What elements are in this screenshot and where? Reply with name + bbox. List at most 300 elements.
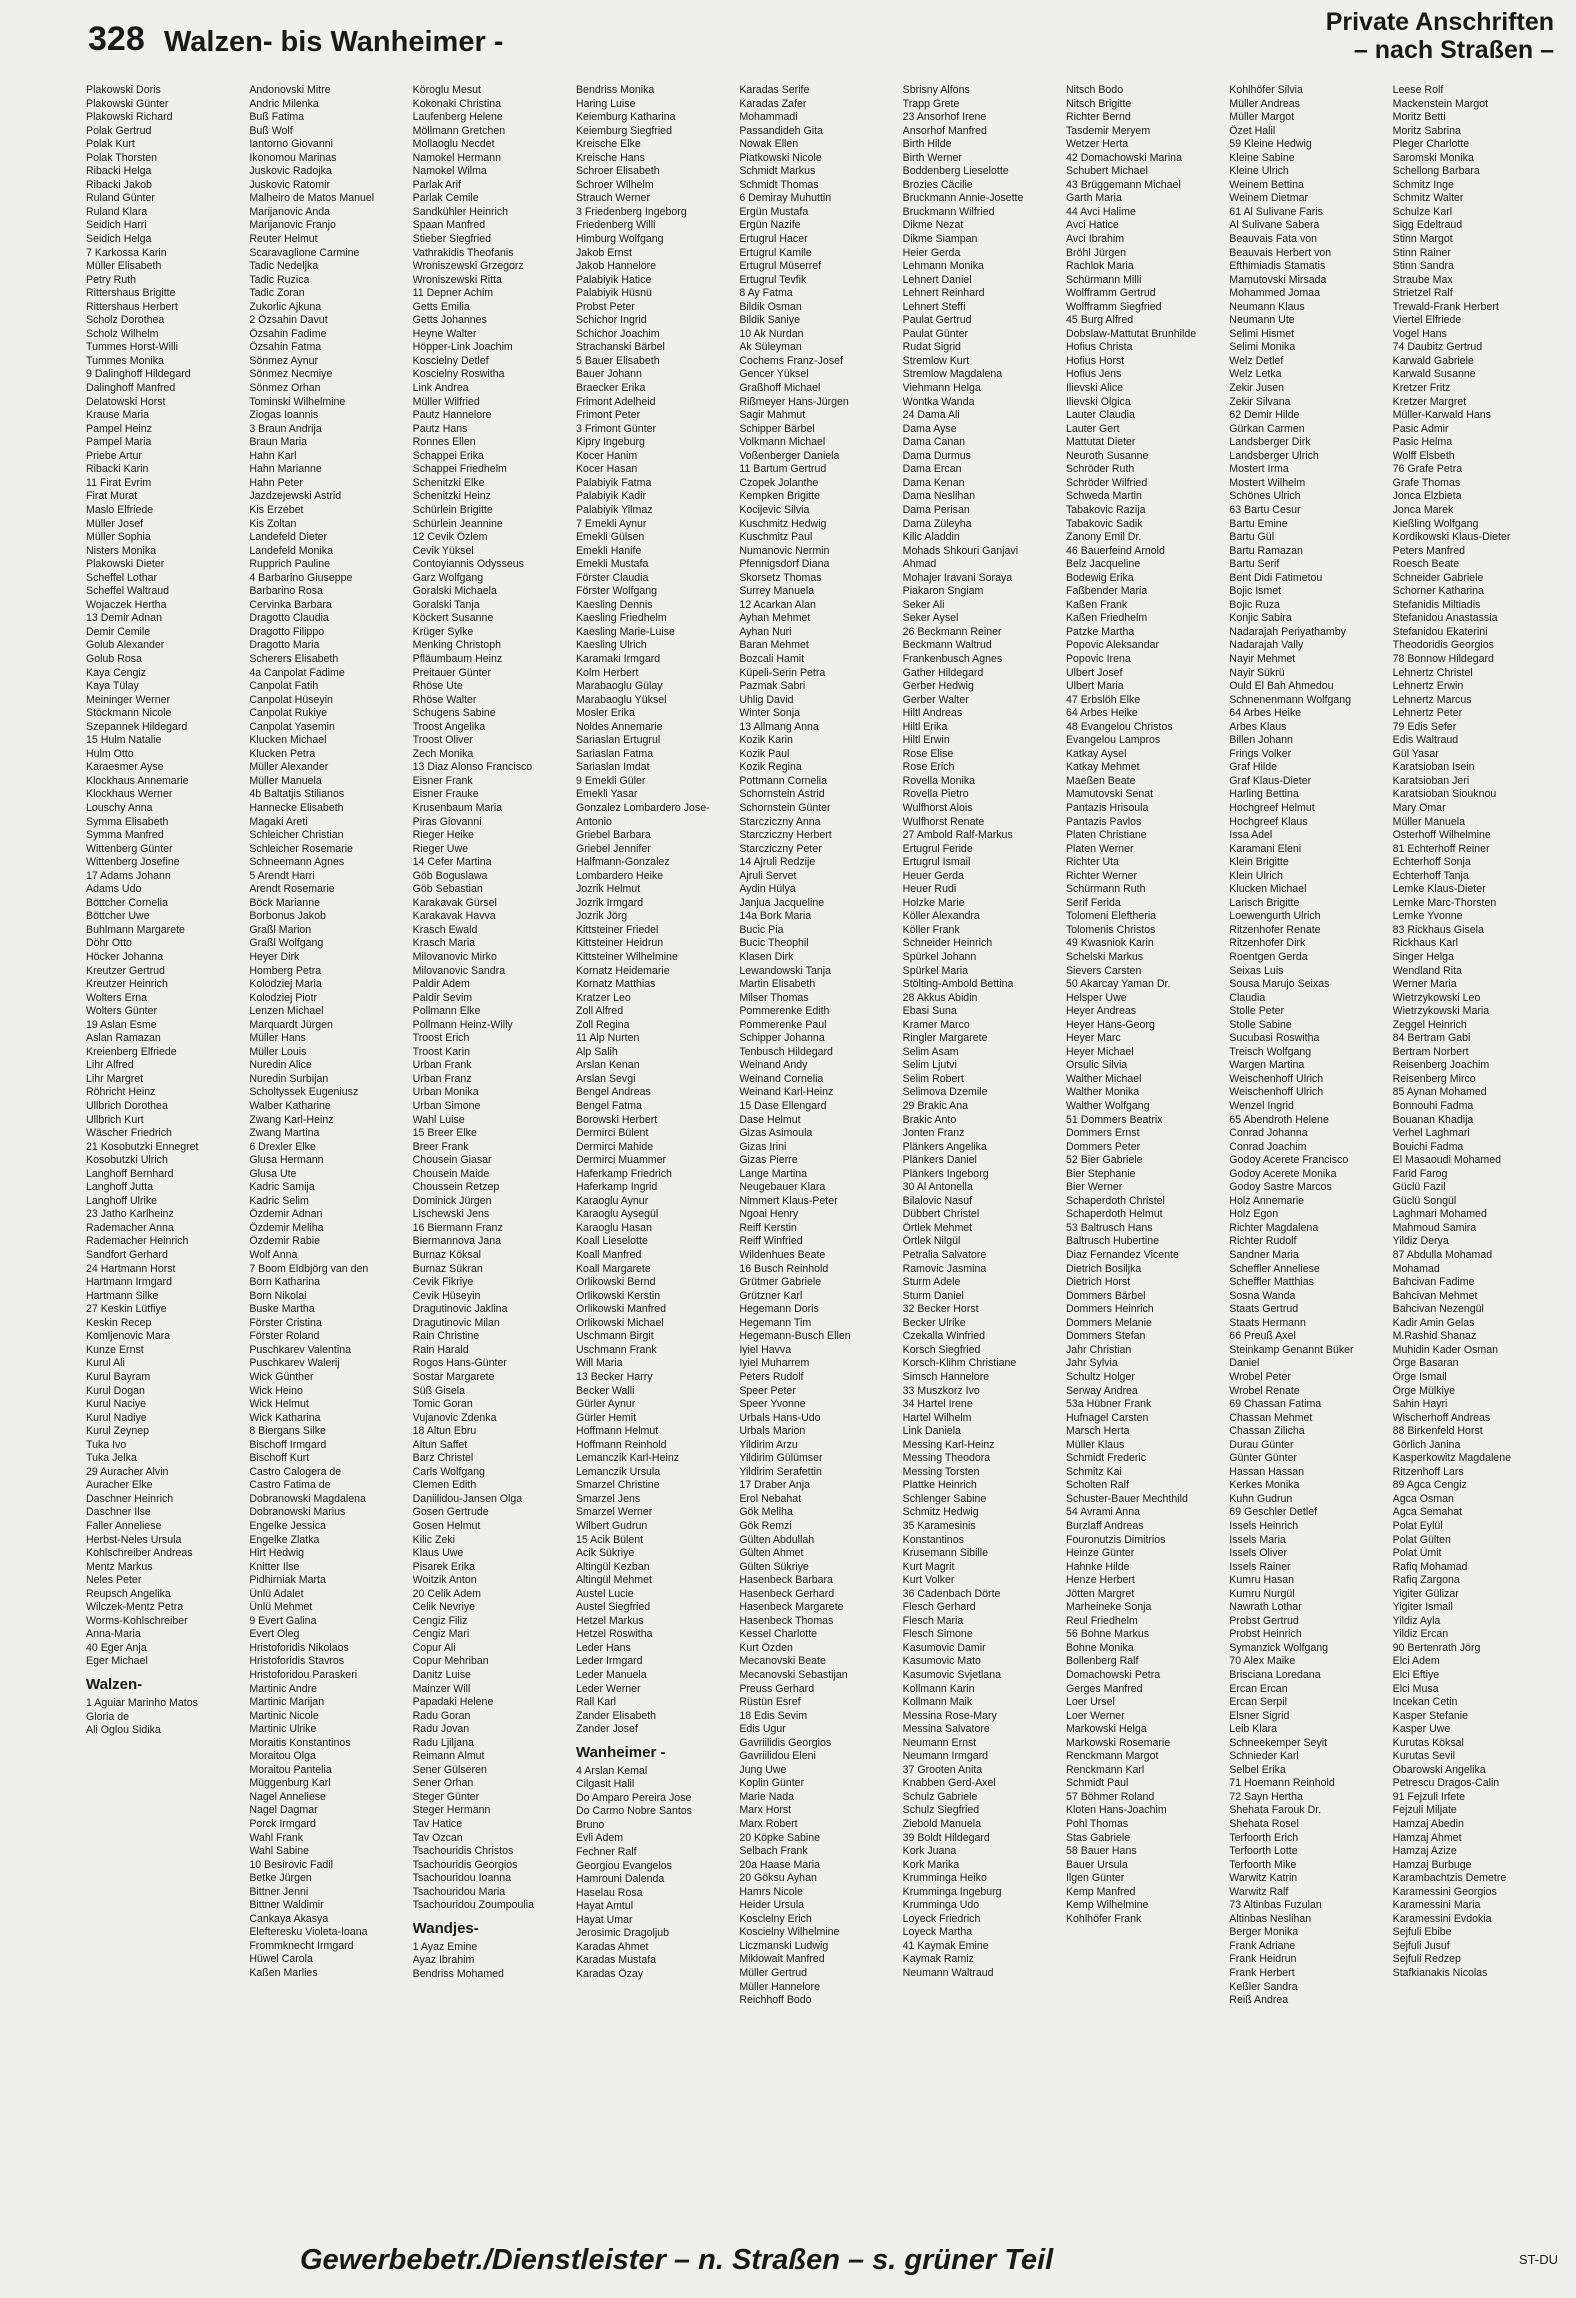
directory-entry: Müller Klaus <box>1065 1438 1125 1451</box>
directory-entry: Parlak Cemile <box>412 192 479 205</box>
directory-entry: Karadas Zafer <box>739 97 807 110</box>
directory-entry: Haferkamp Friedrich <box>575 1167 672 1180</box>
directory-entry: Kohlschreiber Andreas <box>86 1547 193 1560</box>
directory-entry: Frommknecht Irmgard <box>249 1939 354 1952</box>
directory-entry: Hegemann Tim <box>739 1316 812 1329</box>
directory-entry: Kurul Ali <box>86 1357 125 1370</box>
directory-entry: Kadir Amin Gelas <box>1392 1316 1475 1329</box>
directory-entry: Kittsteiner Wilhelmine <box>575 951 678 963</box>
directory-entry: Canpolat Fatih <box>249 680 319 693</box>
directory-entry: Cevik Fikriye <box>412 1276 474 1289</box>
directory-entry: Nuredin Surbijan <box>249 1072 329 1085</box>
directory-entry: Tadic Ruzica <box>249 273 310 286</box>
directory-entry: Plänkers Ingeborg <box>902 1167 989 1180</box>
directory-entry: 20a Haase Maria <box>739 1858 820 1871</box>
directory-entry: Bollenberg Ralf <box>1065 1655 1139 1668</box>
directory-entry: Mollaoglu Necdet <box>412 138 495 151</box>
directory-entry: Dragotto Claudia <box>249 612 329 625</box>
directory-entry: Aydin Hülya <box>739 883 796 896</box>
directory-entry: Larisch Brigitte <box>1229 896 1300 909</box>
directory-entry: Peters Manfred <box>1392 544 1466 557</box>
directory-entry: Pleger Charlotte <box>1392 138 1470 151</box>
directory-entry: Selimova Dzemile <box>902 1086 988 1099</box>
directory-entry: Tav Hatice <box>412 1818 463 1830</box>
directory-entry: Müller Josef <box>86 517 144 530</box>
directory-entry: Namokel Wilma <box>412 165 487 178</box>
directory-entry: 51 Dommers Beatrix <box>1065 1113 1163 1126</box>
directory-entry: Müller Louis <box>249 1045 307 1058</box>
directory-entry: Schelski Markus <box>1065 951 1144 963</box>
directory-entry: Hulm Otto <box>86 747 134 760</box>
directory-entry: Karatsioban Isein <box>1392 761 1475 774</box>
directory-entry: Dragotto Filippo <box>249 625 325 638</box>
directory-entry: Özdemir Adnan <box>249 1208 323 1221</box>
directory-entry: Holzke Marie <box>902 896 965 909</box>
directory-entry: Link Andrea <box>412 382 469 395</box>
directory-entry: Symanzick Wolfgang <box>1229 1641 1329 1654</box>
directory-column <box>576 84 738 2234</box>
directory-entry: Zech Monika <box>412 747 474 760</box>
directory-entry: Kurt Özden <box>739 1641 793 1654</box>
directory-entry: Rafiq Mohamad <box>1392 1560 1468 1573</box>
directory-entry: Rose Elise <box>902 747 954 760</box>
directory-entry: Bilalovic Nasuf <box>902 1194 973 1207</box>
directory-entry: Schaperdoth Christel <box>1065 1194 1165 1207</box>
directory-entry: 63 Bartu Cesur <box>1229 503 1301 516</box>
directory-entry: Yildiz Ayla <box>1392 1614 1441 1627</box>
directory-entry: Incekan Cetin <box>1392 1696 1458 1709</box>
directory-entry: Issels Maria <box>1229 1533 1286 1546</box>
directory-entry: Klaus Uwe <box>412 1547 464 1560</box>
directory-entry: Ilgen Günter <box>1065 1872 1125 1885</box>
directory-entry: Baltrusch Hubertine <box>1065 1235 1160 1248</box>
directory-entry: Ilievski Alice <box>1065 382 1124 395</box>
directory-entry: Vogel Hans <box>1392 327 1447 340</box>
directory-entry: Karambachtzis Demetre <box>1392 1872 1507 1885</box>
directory-entry: Troost Karin <box>412 1045 470 1058</box>
directory-entry: Wrobel Renate <box>1229 1384 1300 1397</box>
directory-entry: Schroer Wilhelm <box>575 178 654 191</box>
directory-entry: Kosclelny Erich <box>739 1912 812 1925</box>
directory-entry: Golub Alexander <box>86 639 165 652</box>
directory-entry: Mohajer Iravani Soraya <box>902 571 1013 584</box>
directory-entry: Wolf Anna <box>249 1249 298 1262</box>
directory-entry: Pfennigsdorf Diana <box>739 558 830 571</box>
directory-entry: Jozrik Jörg <box>575 910 628 923</box>
directory-entry: Bier Werner <box>1065 1181 1123 1194</box>
directory-entry: 47 Erbslöh Elke <box>1065 693 1141 706</box>
directory-entry: Troost Erich <box>412 1032 470 1045</box>
directory-entry: Schellong Barbara <box>1392 165 1480 178</box>
directory-entry: Tsachouridou Zoumpoulia <box>412 1899 534 1912</box>
directory-entry: Do Amparo Pereira Jose <box>575 1791 692 1804</box>
directory-entry: Hasenbeck Barbara <box>739 1574 833 1587</box>
directory-entry: 3 Frimont Günter <box>575 422 657 435</box>
directory-entry: Moritz Betti <box>1392 111 1446 124</box>
directory-entry: Gavriilidis Georgios <box>739 1736 832 1749</box>
directory-entry: Sejfuli Redzep <box>1392 1953 1461 1966</box>
directory-entry: Reiff Winfried <box>739 1235 803 1248</box>
directory-entry: Ould El Bah Ahmedou <box>1229 680 1334 693</box>
directory-entry: Becker Walli <box>575 1384 635 1397</box>
directory-entry: Karamessini Evdokia <box>1392 1912 1492 1925</box>
directory-entry: Rose Erich <box>902 761 955 774</box>
directory-entry: Kuschmitz Paul <box>739 531 813 544</box>
directory-entry: Surrey Manuela <box>739 585 815 598</box>
directory-entry: Jazdzejewski Astrid <box>249 490 342 503</box>
directory-entry: Bartu Gül <box>1229 531 1275 544</box>
directory-entry: Süß Gisela <box>412 1384 466 1397</box>
directory-entry: Speer Yvonne <box>739 1398 806 1411</box>
directory-entry: 69 Geschler Detlef <box>1229 1506 1318 1519</box>
directory-entry: Schnenenmann Wolfgang <box>1229 693 1352 706</box>
directory-entry: 65 Abendroth Helene <box>1229 1113 1329 1126</box>
directory-entry: Markowski Helga <box>1065 1723 1147 1736</box>
directory-entry: Polat Ümit <box>1392 1547 1442 1560</box>
directory-entry: Evangelou Lampros <box>1065 734 1161 747</box>
directory-entry: Lehmann Monika <box>902 260 984 273</box>
directory-entry: Echterhoff Sonja <box>1392 856 1471 869</box>
directory-entry: Radu Jovan <box>412 1723 470 1736</box>
directory-entry: Urbals Marion <box>739 1425 806 1438</box>
directory-entry: Pommerenke Edith <box>739 1005 830 1018</box>
directory-entry: Bozcali Hamit <box>739 652 805 665</box>
directory-entry: Messing Theodora <box>902 1452 991 1465</box>
directory-entry: Bendriss Monika <box>575 84 655 96</box>
directory-entry: Wahl Sabine <box>249 1845 310 1858</box>
directory-entry: Domachowski Petra <box>1065 1668 1161 1681</box>
directory-entry: Ruland Klara <box>86 205 148 218</box>
directory-column <box>1066 84 1228 2234</box>
directory-entry: Frimont Adelheid <box>575 395 656 408</box>
directory-entry: Avci Hatice <box>1065 219 1119 232</box>
directory-entry: Iantorno Giovanni <box>249 138 333 151</box>
directory-entry: Wulfhorst Alois <box>902 801 973 814</box>
directory-entry: Mecanovski Sebastijan <box>739 1668 848 1681</box>
directory-entry: Selim Robert <box>902 1072 964 1085</box>
directory-entry: Bartu Serif <box>1229 558 1280 571</box>
directory-entry: Nagel Anneliese <box>249 1790 326 1803</box>
directory-entry: Emekli Hanife <box>575 544 642 557</box>
directory-entry: Kreische Hans <box>575 151 645 164</box>
directory-entry: Loyeck Martha <box>902 1926 973 1939</box>
directory-entry: Kerkes Monika <box>1229 1479 1300 1492</box>
directory-entry: Jung Uwe <box>739 1763 787 1776</box>
directory-entry: Do Carmo Nobre Santos <box>575 1805 692 1818</box>
directory-entry: Jonca Elzbieta <box>1392 490 1462 503</box>
directory-entry: Daniel <box>1229 1357 1260 1370</box>
directory-entry: Sariaslan Imdat <box>575 761 650 774</box>
directory-entry: 18 Altun Ebru <box>412 1425 477 1438</box>
directory-entry: Wilbert Gudrun <box>575 1519 648 1532</box>
directory-entry: 4 Arslan Kemal <box>575 1764 648 1777</box>
directory-entry: Elci Musa <box>1392 1682 1439 1695</box>
directory-entry: Magaki Areti <box>249 815 308 828</box>
directory-entry: Muhidin Kader Osman <box>1392 1343 1499 1356</box>
directory-entry: 24 Hartmann Horst <box>86 1262 176 1275</box>
directory-entry: Karakavak Gürsel <box>412 896 497 909</box>
directory-entry: Ulbert Maria <box>1065 680 1124 693</box>
directory-entry: Dama Kenan <box>902 476 965 489</box>
directory-entry: Wulfhorst Renate <box>902 815 985 828</box>
directory-entry: Bucic Theophil <box>739 937 809 950</box>
directory-entry: Strachanski Bärbel <box>575 341 665 354</box>
directory-entry: Krusenbaum Maria <box>412 801 503 814</box>
directory-entry: Messing Torsten <box>902 1465 980 1478</box>
directory-entry: Hegemann Doris <box>739 1303 819 1316</box>
directory-entry: El Masaoudi Mohamed <box>1392 1154 1501 1167</box>
directory-entry: Heyer Andreas <box>1065 1005 1137 1018</box>
directory-entry: Kaesling Friedhelm <box>575 612 667 625</box>
directory-entry: Lemke Klaus-Dieter <box>1392 883 1486 896</box>
directory-entry: Warwitz Ralf <box>1229 1885 1289 1898</box>
directory-entry: 6 Drexler Elke <box>249 1140 316 1153</box>
directory-entry: Zukorlic Ajkuna <box>249 300 322 313</box>
directory-entry: Krasch Maria <box>412 937 476 950</box>
directory-entry: Özet Halil <box>1229 124 1276 137</box>
directory-entry: Echterhoff Tanja <box>1392 869 1469 882</box>
directory-entry: Cankaya Akasya <box>249 1912 329 1925</box>
directory-entry: Sbrisny Alfons <box>902 84 970 96</box>
directory-entry: Walber Katharine <box>249 1100 331 1113</box>
directory-entry: Bruckmann Wilfried <box>902 205 995 218</box>
directory-entry: Karamaki Irmgard <box>575 652 661 665</box>
directory-entry: Hristoforidou Paraskeri <box>249 1668 358 1681</box>
directory-entry: Ayhan Mehmet <box>739 612 811 625</box>
directory-entry: Shehata Farouk Dr. <box>1229 1804 1322 1817</box>
directory-entry: Saromski Monika <box>1392 151 1474 164</box>
directory-entry: Tasdemir Meryem <box>1065 124 1151 137</box>
directory-entry: Gülten Ahmet <box>739 1547 804 1560</box>
directory-entry: Kasumovic Mato <box>902 1655 981 1668</box>
directory-entry: Schipper Johanna <box>739 1032 825 1045</box>
directory-entry: Neumann Waltraud <box>902 1967 994 1980</box>
directory-entry: Hamrs Nicole <box>739 1885 803 1898</box>
directory-entry: Marijanovic Anda <box>249 205 331 218</box>
directory-entry: Platen Christiane <box>1065 829 1147 842</box>
directory-entry: Günter Günter <box>1229 1452 1298 1465</box>
directory-entry: Rudat Sigrid <box>902 341 961 354</box>
directory-entry: Schmitz Hedwig <box>902 1506 979 1519</box>
directory-column <box>1229 84 1391 2234</box>
directory-entry: 9 Emekli Güler <box>575 774 646 787</box>
directory-entry: Schlenger Sabine <box>902 1492 987 1505</box>
directory-entry: Hamzaj Burbuge <box>1392 1858 1472 1871</box>
directory-entry: Pampel Heinz <box>86 422 152 435</box>
directory-entry: Beckmann Waltrud <box>902 639 992 652</box>
directory-entry: Born Nikolai <box>249 1289 307 1302</box>
directory-entry: Scheffler Anneliese <box>1229 1262 1320 1275</box>
directory-entry: Bittner Waldimir <box>249 1899 324 1912</box>
directory-entry: 6 Demiray Muhuttin <box>739 192 832 205</box>
directory-entry: 16 Busch Reinhold <box>739 1262 829 1275</box>
directory-entry: Flesch Simone <box>902 1628 973 1641</box>
directory-entry: 3 Braun Andrija <box>249 422 322 435</box>
directory-entry: Müller Manuela <box>249 774 322 787</box>
directory-entry: 52 Bier Gabriele <box>1065 1154 1143 1167</box>
directory-entry: Krüger Sylke <box>412 625 474 638</box>
directory-entry: Köller Frank <box>902 923 960 936</box>
directory-entry: Scheffel Waltraud <box>86 585 170 598</box>
directory-entry: Müller Wilfried <box>412 395 480 408</box>
directory-entry: Haring Luise <box>575 97 636 110</box>
directory-entry: Elefteresku Violeta-Ioana <box>249 1926 368 1939</box>
directory-entry: Zwang Karl-Heinz <box>249 1113 334 1126</box>
directory-entry: Marijanovic Franjo <box>249 219 336 232</box>
directory-entry: 15 Dase Ellengard <box>739 1100 827 1113</box>
directory-entry: Özsahin Fadime <box>249 327 327 340</box>
directory-entry: Castro Fatima de <box>249 1479 331 1492</box>
directory-entry: Krumminga Udo <box>902 1899 980 1912</box>
directory-entry: Zanony Emil Dr. <box>1065 531 1142 544</box>
directory-entry: Özdemir Rabie <box>249 1235 320 1248</box>
directory-entry: Henze Herbert <box>1065 1574 1135 1587</box>
directory-entry: Hoffmann Helmut <box>575 1425 659 1438</box>
directory-entry: Steger Hermann <box>412 1804 491 1817</box>
directory-entry: Kurutas Sevil <box>1392 1750 1456 1763</box>
directory-entry: Mohads Shkouri Ganjavi <box>902 544 1019 557</box>
directory-entry: Frings Volker <box>1229 747 1292 760</box>
directory-entry: 30 Al Antonella <box>902 1181 973 1194</box>
directory-entry: Kretzer Fritz <box>1392 382 1451 395</box>
directory-entry: Koall Manfred <box>575 1249 642 1262</box>
directory-entry: Landsberger Ulrich <box>1229 449 1319 462</box>
directory-entry: Martinic Marijan <box>249 1696 325 1709</box>
directory-entry: Cevik Yüksel <box>412 544 474 557</box>
directory-entry: 45 Burg Alfred <box>1065 314 1134 327</box>
directory-entry: Dübbert Christel <box>902 1208 980 1221</box>
directory-entry: Rachlok Maria <box>1065 260 1134 273</box>
directory-entry: Avci Ibrahim <box>1065 233 1125 246</box>
directory-entry: Juskovic Radojka <box>249 165 332 178</box>
directory-entry: Messina Salvatore <box>902 1723 990 1736</box>
directory-entry: Maeßen Beate <box>1065 774 1136 787</box>
directory-entry: Kosobutzki Ulrich <box>86 1154 168 1167</box>
directory-entry: Nitsch Brigitte <box>1065 97 1132 110</box>
directory-entry: Janjua Jacqueline <box>739 896 825 909</box>
directory-entry: Iyiel Havva <box>739 1343 792 1356</box>
directory-entry: Ertugrul Kamile <box>739 246 812 259</box>
directory-entry: Graßhoff Michael <box>739 382 821 395</box>
directory-entry: Probst Heinrich <box>1229 1628 1302 1641</box>
directory-entry: Keiemburg Siegfried <box>575 124 672 137</box>
directory-entry: Yildiz Ercan <box>1392 1628 1449 1641</box>
directory-entry: Tabakovic Razija <box>1065 503 1146 516</box>
directory-entry: Jonten Franz <box>902 1127 965 1140</box>
directory-entry: Lombardero Heike <box>575 869 664 882</box>
directory-entry: Andric Milenka <box>249 97 319 110</box>
directory-entry: Gülten Sükriye <box>739 1560 809 1573</box>
directory-entry: Müggenburg Karl <box>249 1777 331 1790</box>
directory-entry: Bojic Ruza <box>1229 598 1280 611</box>
directory-entry: Marsch Herta <box>1065 1425 1130 1438</box>
directory-entry: Graßl Marion <box>249 923 312 936</box>
directory-entry: Mamutovski Senat <box>1065 788 1154 801</box>
directory-entry: Frank Heidrun <box>1229 1953 1297 1966</box>
directory-entry: Anna-Maria <box>86 1628 141 1641</box>
region-code: ST-DU <box>1519 2252 1558 2267</box>
directory-entry: Lange Martina <box>739 1167 808 1180</box>
directory-entry: 7 Emekli Aynur <box>575 517 647 530</box>
directory-entry: Dermirci Mahide <box>575 1140 654 1153</box>
directory-entry: Fejzuli Miljate <box>1392 1804 1457 1817</box>
directory-entry: Getts Emilia <box>412 300 470 313</box>
directory-entry: Osterhoff Wilhelmine <box>1392 829 1491 842</box>
directory-entry: Sostar Margarete <box>412 1370 495 1383</box>
directory-entry: Kuschmitz Hedwig <box>739 517 827 530</box>
directory-entry: Bittner Jenni <box>249 1885 309 1898</box>
directory-entry: Ajruli Servet <box>739 869 797 882</box>
directory-entry: Rieger Uwe <box>412 842 468 855</box>
directory-entry: Hasenbeck Thomas <box>739 1614 834 1627</box>
directory-entry: Orlikowski Manfred <box>575 1303 667 1316</box>
directory-entry: Schmitz Inge <box>1392 178 1454 191</box>
directory-entry: Urban Franz <box>412 1072 472 1085</box>
directory-entry: Landsberger Dirk <box>1229 436 1311 449</box>
directory-entry: Karadas Özay <box>575 1967 644 1980</box>
directory-entry: Seidich Helga <box>86 233 152 246</box>
directory-entry: Sahin Hayri <box>1392 1398 1448 1411</box>
directory-entry: Emekli Gülsen <box>575 531 645 544</box>
directory-entry: Homberg Petra <box>249 964 322 977</box>
directory-entry: Polat Gülten <box>1392 1533 1451 1546</box>
directory-entry: Müller Hannelore <box>739 1980 820 1993</box>
directory-entry: Papadaki Helene <box>412 1696 494 1709</box>
directory-entry: Scholtyssek Eugeniusz <box>249 1086 359 1099</box>
directory-entry: Aslan Ramazan <box>86 1032 161 1045</box>
directory-entry: Hahnke Hilde <box>1065 1560 1130 1573</box>
directory-entry: Bahcivan Nezengül <box>1392 1303 1484 1316</box>
directory-entry: Bildik Osman <box>739 300 802 313</box>
directory-entry: Stieber Siegfried <box>412 233 491 246</box>
directory-entry: Lemke Marc-Thorsten <box>1392 896 1497 909</box>
directory-entry: Seker Ali <box>902 598 945 611</box>
directory-entry: Wendland Rita <box>1392 964 1462 977</box>
directory-entry: Ertugrul Feride <box>902 842 973 855</box>
directory-entry: Iyiel Muharrem <box>739 1357 810 1370</box>
directory-entry: Gül Yasar <box>1392 747 1439 760</box>
directory-entry: Wittenberg Josefine <box>86 856 180 869</box>
directory-entry: Evert Oleg <box>249 1628 300 1641</box>
directory-entry: Dragutinovic Jaklina <box>412 1303 508 1316</box>
directory-entry: Copur Mehriban <box>412 1655 489 1668</box>
directory-entry: Koscielny Wilhelmine <box>739 1926 840 1939</box>
directory-entry: Kadric Selim <box>249 1194 309 1207</box>
directory-entry: Evli Adem <box>575 1832 624 1845</box>
directory-entry: Selim Ljutvi <box>902 1059 957 1072</box>
directory-entry: Rogos Hans-Günter <box>412 1357 507 1370</box>
directory-entry: Georgiou Evangelos <box>575 1859 672 1872</box>
directory-entry: Höpper-Link Joachim <box>412 341 513 354</box>
directory-entry: Birth Werner <box>902 151 962 164</box>
directory-entry: Kolm Herbert <box>575 666 639 679</box>
directory-entry: Rall Karl <box>575 1696 617 1709</box>
directory-entry: Kießling Wolfgang <box>1392 517 1479 530</box>
directory-entry: 33 Muszkorz Ivo <box>902 1384 980 1397</box>
directory-entry: Lehnert Reinhard <box>902 287 985 300</box>
directory-entry: Richter Rudolf <box>1229 1235 1297 1248</box>
directory-entry: Martin Elisabeth <box>739 978 816 991</box>
directory-entry: Kolodziej Piotr <box>249 991 318 1004</box>
directory-entry: Kreienberg Elfriede <box>86 1045 177 1058</box>
directory-entry: Louschy Anna <box>86 801 153 814</box>
directory-entry: Nowak Ellen <box>739 138 799 151</box>
directory-entry: Urbals Hans-Udo <box>739 1411 821 1424</box>
directory-entry: Pommerenke Paul <box>739 1018 827 1031</box>
directory-entry: Nadarajah Vally <box>1229 639 1304 652</box>
directory-entry: Landefeld Dieter <box>249 531 328 544</box>
directory-entry: Singer Helga <box>1392 951 1454 963</box>
